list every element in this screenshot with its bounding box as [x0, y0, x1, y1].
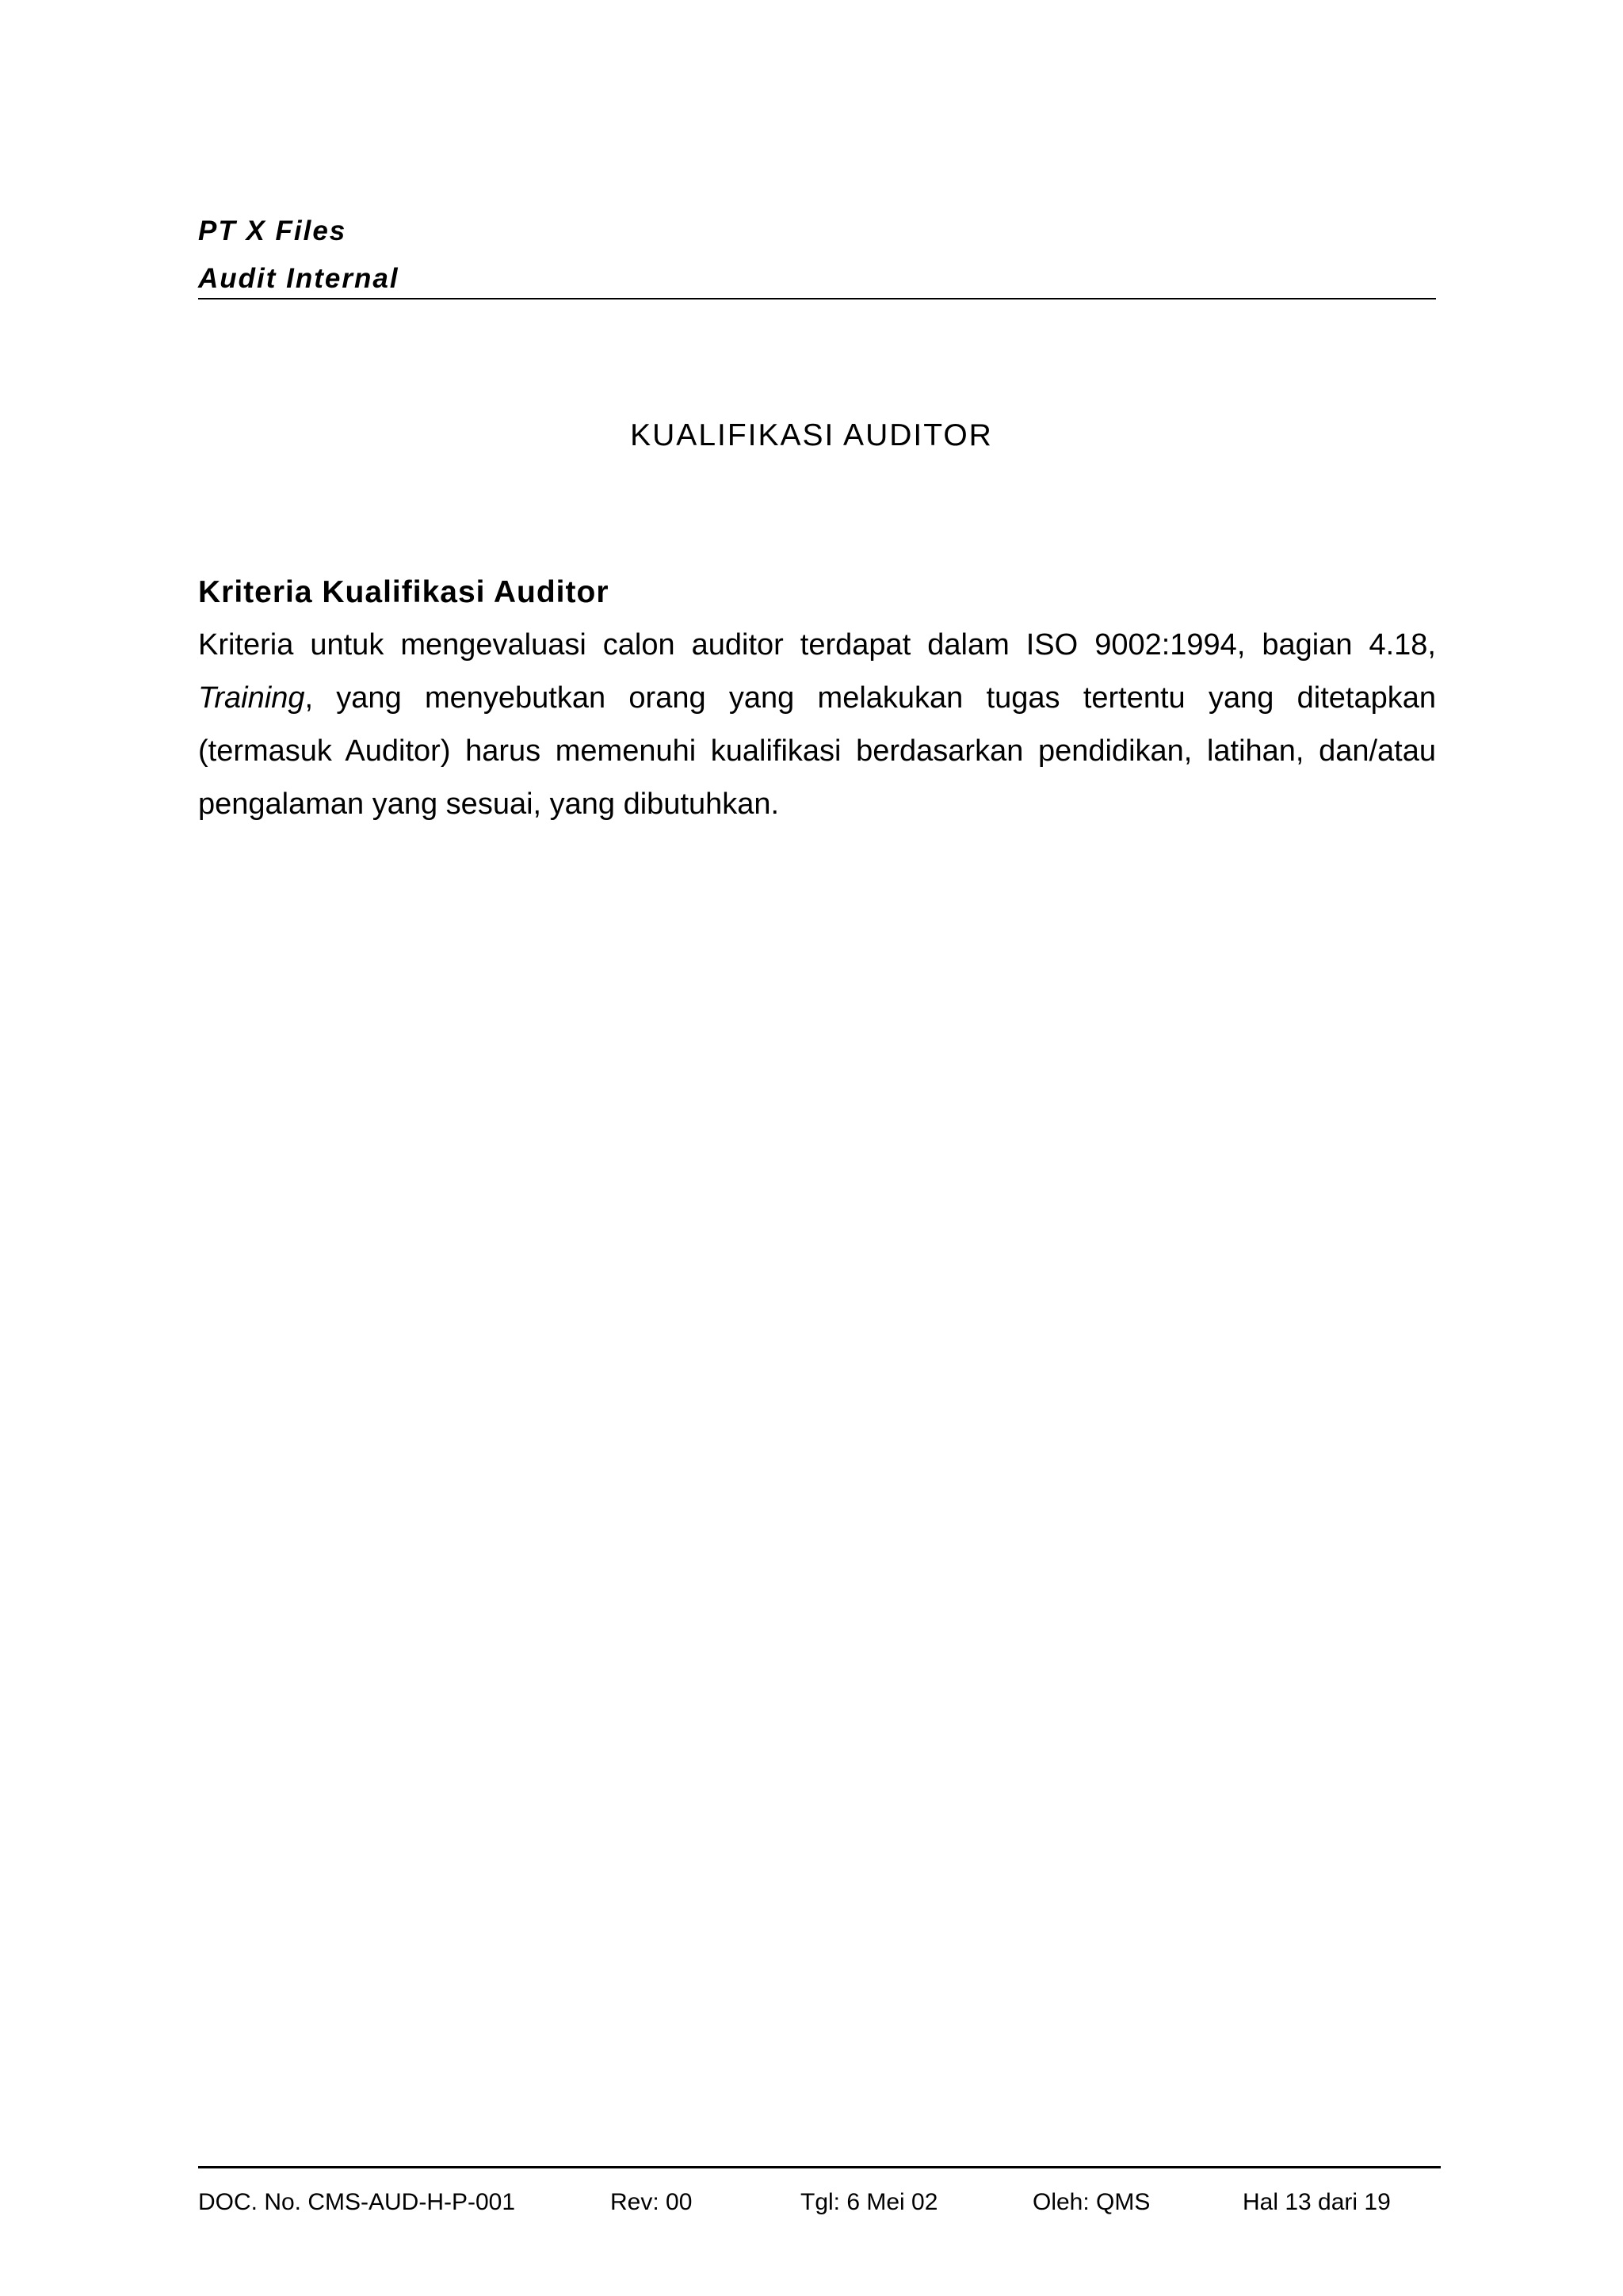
- department-name: Audit Internal: [198, 263, 399, 294]
- footer-divider: [198, 2166, 1441, 2168]
- footer-author: Oleh: QMS: [1033, 2189, 1151, 2215]
- paragraph-emphasis: Training: [198, 681, 305, 715]
- body-paragraph: [198, 619, 1436, 831]
- footer-date: Tgl: 6 Mei 02: [800, 2189, 938, 2215]
- footer-doc-number: DOC. No. CMS-AUD-H-P-001: [198, 2189, 516, 2215]
- paragraph-text-start: Kriteria untuk mengevaluasi calon auditor terdapat dalam ISO 9002:1994, bagian 4.18,: [198, 628, 1436, 662]
- page-header: [198, 208, 1436, 299]
- section-heading: Kriteria Kualifikasi Auditor: [198, 575, 609, 609]
- paragraph-text-end: , yang menyebutkan orang yang melakukan tugas tertentu yang ditetapkan (termasuk Auditor) harus memenuhi kualifikasi berdasarkan pendidikan, latihan, dan/atau pengalaman yang sesuai, yang dibutuhkan.: [198, 681, 1436, 821]
- page-footer: [0, 2179, 1623, 2226]
- footer-page-number: Hal 13 dari 19: [1243, 2189, 1391, 2215]
- footer-revision: Rev: 00: [610, 2189, 693, 2215]
- company-name: PT X Files: [198, 215, 347, 246]
- page-title: KUALIFIKASI AUDITOR: [630, 418, 993, 452]
